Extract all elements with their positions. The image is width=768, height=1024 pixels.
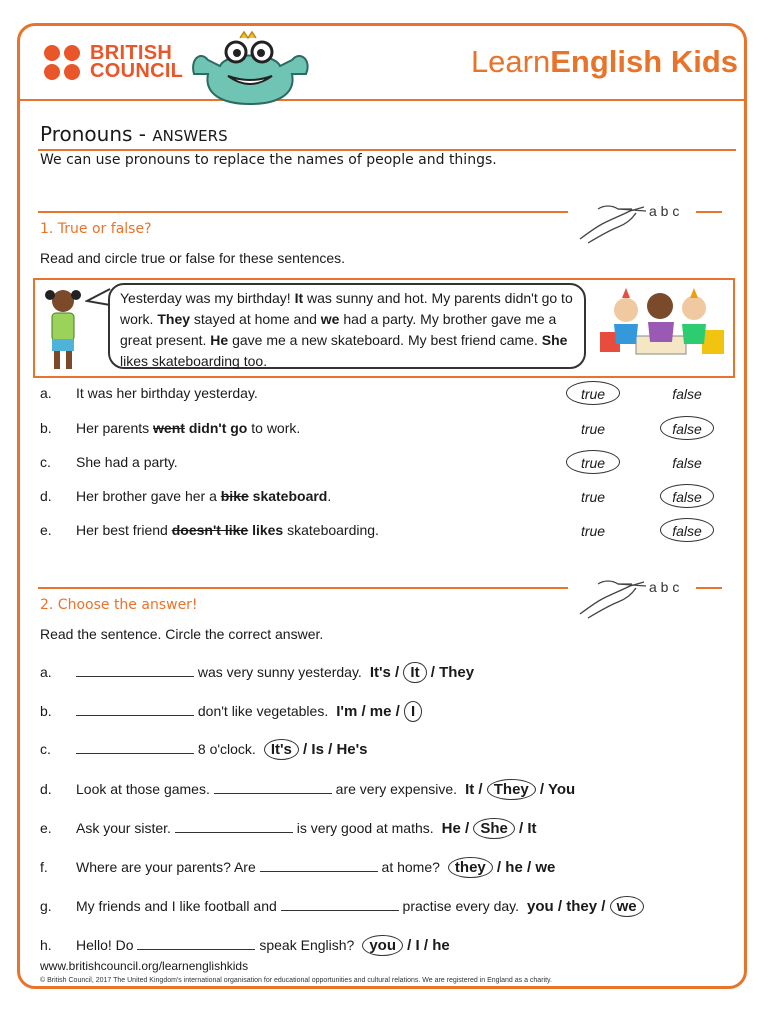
title-divider [38, 149, 736, 151]
true-option[interactable]: true [566, 450, 620, 474]
section2-divider [38, 587, 568, 589]
tf-letter: a. [40, 385, 52, 401]
question-sentence: Hello! Do speak English? you / I / he [76, 937, 450, 954]
party-illustration-icon [596, 284, 726, 358]
choice-option[interactable]: they [448, 857, 493, 878]
choice-option[interactable]: They [439, 664, 475, 681]
section1-divider [38, 211, 568, 213]
answer-blank[interactable] [175, 818, 293, 833]
page-title [40, 122, 228, 146]
answer-choices: you / they / we [527, 898, 644, 915]
choice-option[interactable]: you [527, 898, 554, 915]
header-divider [20, 99, 747, 101]
corrected-word: likes [248, 522, 284, 538]
answer-blank[interactable] [281, 896, 399, 911]
false-option[interactable]: false [672, 455, 702, 471]
section2-instruction: Read the sentence. Circle the correct answer. [40, 626, 324, 642]
brand-kids: Kids [670, 44, 738, 79]
tf-letter: d. [40, 488, 52, 504]
answer-choices: I'm / me / I [336, 703, 422, 720]
section1-abc: a b c [649, 203, 680, 219]
question-sentence: 8 o'clock. It's / Is / He's [76, 737, 368, 762]
choice-option[interactable]: It [465, 781, 475, 798]
answer-choices: It's / Is / He's [264, 741, 368, 758]
struck-word: bike [220, 488, 249, 504]
logo-dots-icon [44, 45, 81, 80]
tf-letter: e. [40, 522, 52, 538]
false-option[interactable]: false [660, 518, 714, 542]
choice-option[interactable]: She [473, 818, 515, 839]
question-sentence: was very sunny yesterday. It's / It / They [76, 660, 474, 685]
choice-option[interactable]: he [505, 859, 523, 876]
choice-option[interactable]: It's [369, 664, 391, 681]
story-speech-bubble: Yesterday was my birthday! It was sunny and hot. My parents didn't go to work. They stayed at home and we had a party. My brother gave me a great present. He gave me a new skateboard. My best friend came. She likes skateboarding too. [108, 283, 586, 369]
section2-abc: a b c [649, 579, 680, 595]
section1-heading: 1. True or false? [40, 221, 152, 237]
tf-sentence: Her parents went didn't go to work. [76, 420, 301, 436]
answer-choices: they / he / we [448, 859, 555, 876]
corrected-word: skateboard [248, 488, 328, 504]
question-letter: d. [40, 781, 52, 797]
answer-choices: you / I / he [362, 937, 449, 954]
choice-option[interactable]: He [441, 820, 461, 837]
answer-choices: It's / It / They [369, 664, 475, 681]
choice-option[interactable]: he [432, 937, 450, 954]
section1-instruction: Read and circle true or false for these sentences. [40, 250, 346, 266]
footer-copyright: © British Council, 2017 The United Kingdom's international organisation for educational opportunities and cultural relations. We are registered in England as a charity. [40, 977, 552, 984]
false-option[interactable]: false [660, 416, 714, 440]
brand-english: English [550, 44, 663, 79]
question-sentence: My friends and I like football and practise every day. you / they / we [76, 894, 644, 919]
answer-blank[interactable] [214, 779, 332, 794]
tf-sentence: She had a party. [76, 454, 178, 470]
title-main: Pronouns - [40, 122, 153, 146]
answer-blank[interactable] [137, 935, 255, 950]
question-letter: c. [40, 741, 51, 757]
choice-option[interactable]: It's [264, 739, 299, 760]
choice-option[interactable]: I [415, 937, 420, 954]
writing-hand-icon [578, 197, 648, 249]
choice-option[interactable]: It [527, 820, 537, 837]
question-sentence: Ask your sister. is very good at maths. He / She / It [76, 820, 537, 837]
question-letter: f. [40, 859, 48, 875]
true-option[interactable]: true [566, 381, 620, 405]
choice-option[interactable]: you [362, 935, 403, 956]
corrected-word: didn't go [184, 420, 248, 436]
section1-divider-right [696, 211, 722, 213]
intro-text: We can use pronouns to replace the names of people and things. [40, 152, 497, 168]
true-option[interactable]: true [580, 489, 606, 505]
tf-sentence: Her best friend doesn't like likes skateboarding. [76, 522, 379, 538]
tf-sentence: Her brother gave her a bike skateboard. [76, 488, 332, 504]
false-option[interactable]: false [672, 386, 702, 402]
choice-option[interactable]: we [535, 859, 556, 876]
choice-option[interactable]: I [404, 701, 422, 722]
choice-option[interactable]: You [548, 781, 576, 798]
struck-word: went [153, 420, 185, 436]
answer-blank[interactable] [76, 739, 194, 754]
false-option[interactable]: false [660, 484, 714, 508]
title-answers: ANSWERS [152, 127, 228, 145]
logo-line-2: COUNCIL [90, 60, 184, 82]
footer-url: www.britishcouncil.org/learnenglishkids [40, 959, 249, 973]
question-sentence: don't like vegetables. I'm / me / I [76, 699, 422, 724]
writing-hand-icon [578, 572, 648, 624]
brand-learn: Learn [470, 44, 551, 79]
monster-mascot-icon [188, 30, 313, 105]
question-letter: b. [40, 703, 52, 719]
choice-option[interactable]: they [566, 898, 598, 915]
true-option[interactable]: true [580, 523, 606, 539]
answer-choices: He / She / It [441, 820, 537, 837]
question-letter: h. [40, 937, 52, 953]
tf-letter: c. [40, 454, 51, 470]
question-letter: a. [40, 664, 52, 680]
question-sentence: Look at those games. are very expensive. It / They / You [76, 781, 576, 798]
true-option[interactable]: true [580, 421, 606, 437]
answer-blank[interactable] [260, 857, 378, 872]
answer-choices: It / They / You [465, 781, 576, 798]
learnenglish-kids-brand [471, 44, 738, 80]
logo-line-1: BRITISH [90, 42, 173, 64]
answer-blank[interactable] [76, 662, 194, 677]
choice-option[interactable]: It [403, 662, 426, 683]
tf-sentence: It was her birthday yesterday. [76, 385, 258, 401]
section2-heading: 2. Choose the answer! [40, 597, 198, 613]
choice-option[interactable]: He's [336, 741, 368, 758]
question-sentence: Where are your parents? Are at home? they / he / we [76, 859, 556, 876]
choice-option[interactable]: me [369, 703, 392, 720]
choice-option[interactable]: we [610, 896, 644, 917]
struck-word: doesn't like [171, 522, 249, 538]
choice-option[interactable]: They [487, 779, 536, 800]
girl-illustration-icon [40, 283, 86, 373]
question-letter: g. [40, 898, 52, 914]
answer-blank[interactable] [76, 701, 194, 716]
british-council-logo [44, 44, 183, 80]
choice-option[interactable]: I'm [336, 703, 358, 720]
choice-option[interactable]: Is [311, 741, 324, 758]
tf-letter: b. [40, 420, 52, 436]
section2-divider-right [696, 587, 722, 589]
question-letter: e. [40, 820, 52, 836]
